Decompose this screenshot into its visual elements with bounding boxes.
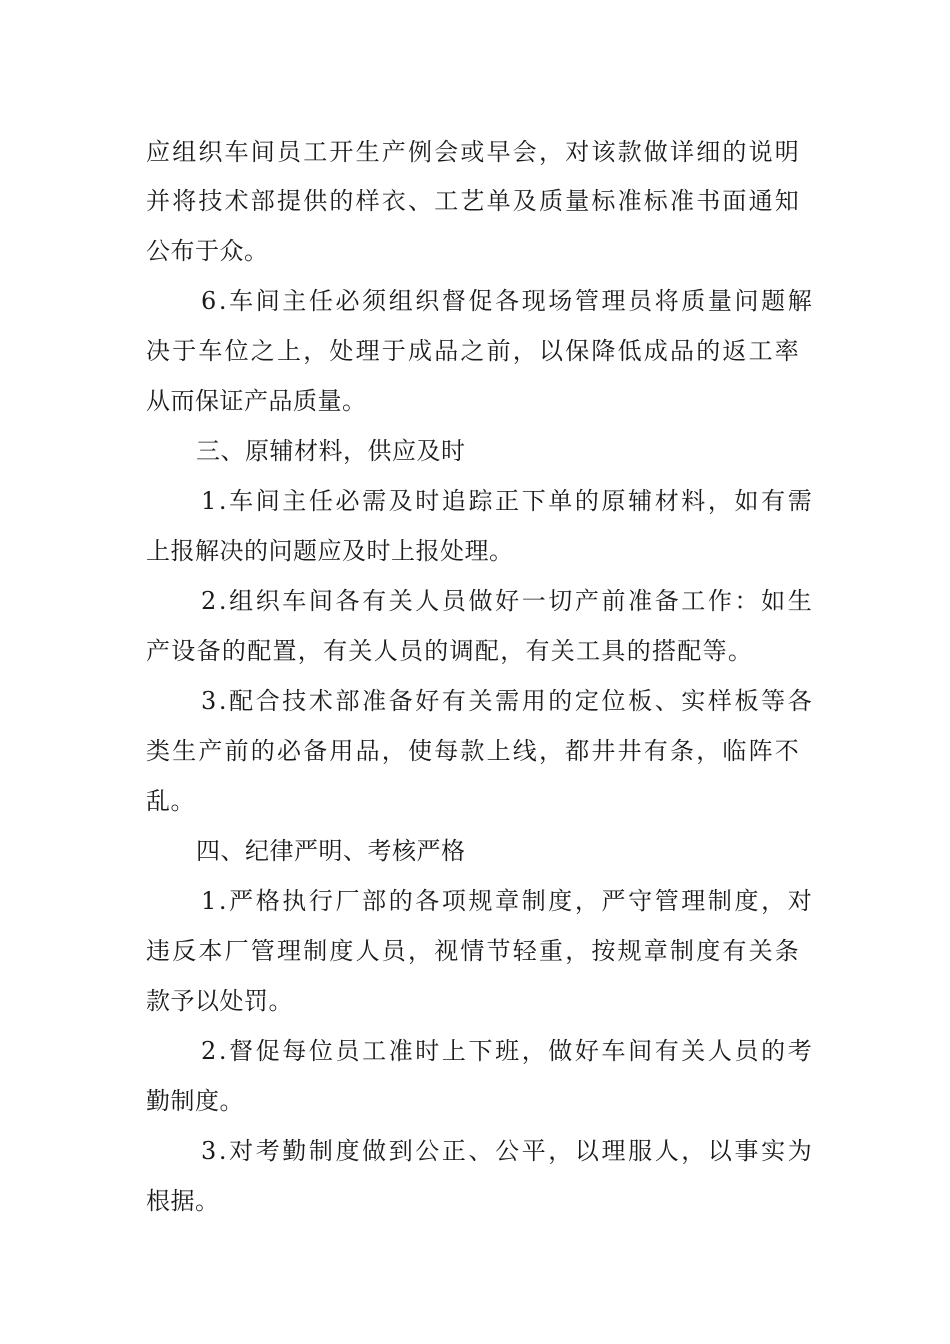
text-line: 乱。 [146, 787, 195, 815]
section-heading: 三、原辅材料，供应及时 [196, 437, 466, 465]
text-line: 应组织车间员工开生产例会或早会，对该款做详细的说明 [146, 138, 801, 166]
text-line: 款予以处罚。 [146, 987, 293, 1015]
text-line: 勤制度。 [146, 1087, 244, 1115]
text-line: 3.对考勤制度做到公正、公平，以理服人，以事实为 [201, 1137, 815, 1165]
text-line: 2.组织车间各有关人员做好一切产前准备工作：如生 [201, 587, 815, 615]
text-line: 上报解决的问题应及时上报处理。 [146, 537, 514, 565]
text-line: 并将技术部提供的样衣、工艺单及质量标准标准书面通知 [146, 187, 801, 215]
text-line: 产设备的配置，有关人员的调配，有关工具的搭配等。 [146, 637, 754, 665]
text-line: 根据。 [146, 1187, 220, 1215]
text-line: 1.车间主任必需及时追踪正下单的原辅材料，如有需 [201, 487, 815, 515]
text-line: 3.配合技术部准备好有关需用的定位板、实样板等各 [201, 687, 815, 715]
text-line: 公布于众。 [146, 237, 269, 265]
text-line: 1.严格执行厂部的各项规章制度，严守管理制度，对 [201, 887, 815, 915]
text-line: 2.督促每位员工准时上下班，做好车间有关人员的考 [201, 1037, 815, 1065]
text-line: 从而保证产品质量。 [146, 387, 367, 415]
section-heading: 四、纪律严明、考核严格 [196, 837, 466, 865]
text-line: 类生产前的必备用品，使每款上线，都井井有条，临阵不 [146, 737, 801, 765]
text-line: 6.车间主任必须组织督促各现场管理员将质量问题解 [201, 287, 815, 315]
text-line: 决于车位之上，处理于成品之前，以保降低成品的返工率 [146, 337, 801, 365]
text-line: 违反本厂管理制度人员，视情节轻重，按规章制度有关条 [146, 937, 801, 965]
